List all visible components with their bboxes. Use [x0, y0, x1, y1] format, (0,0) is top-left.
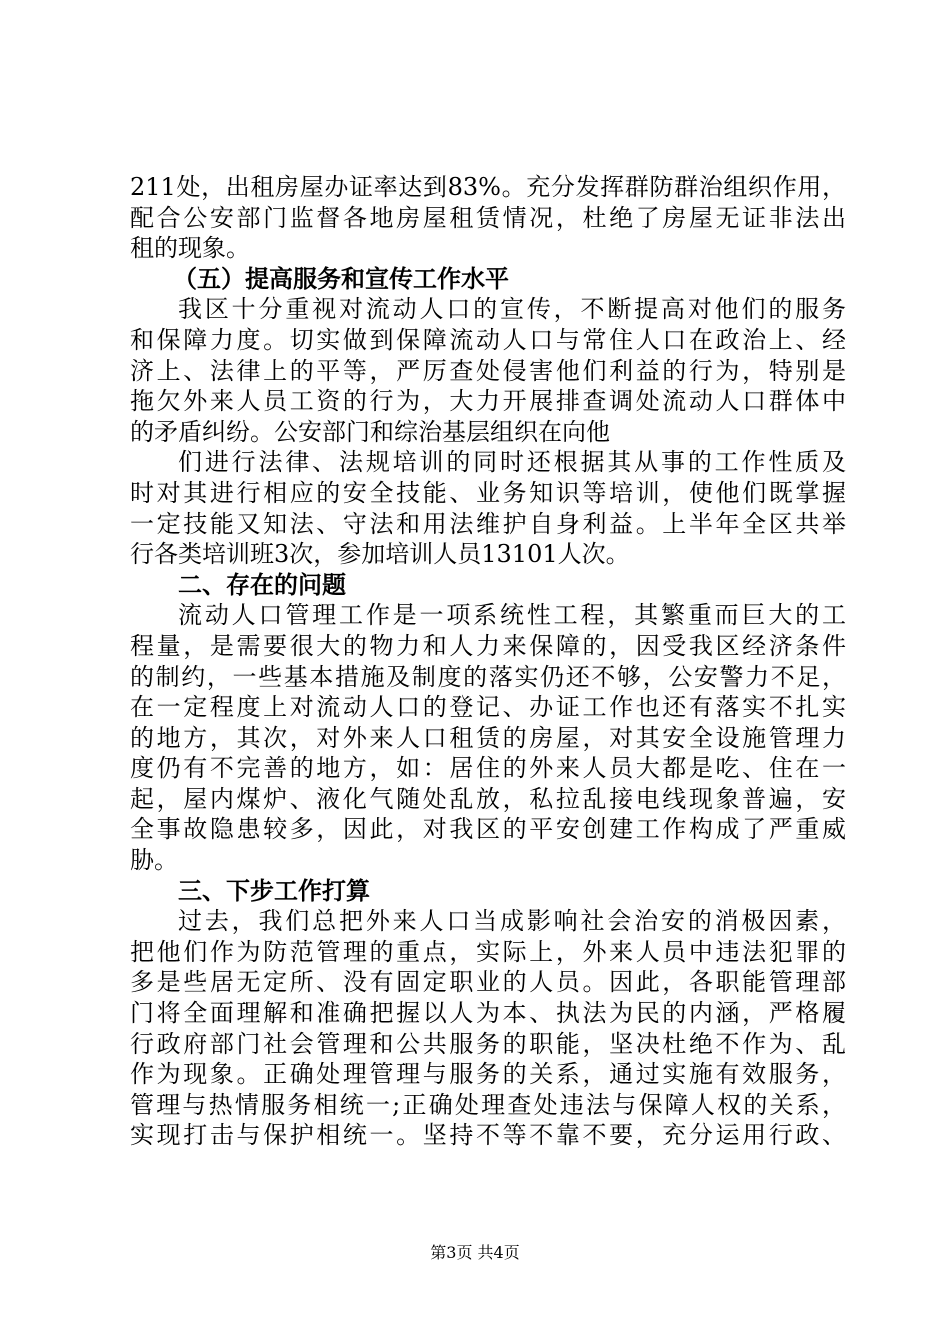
- text-line: 的制约，一些基本措施及制度的落实仍还不够，公安警力不足，: [130, 662, 846, 691]
- text-line: 的矛盾纠纷。公安部门和综治基层组织在向他: [130, 417, 610, 446]
- text-line: 门将全面理解和准确把握以人为本、执法为民的内涵，严格履: [130, 999, 846, 1028]
- text-line: 管理与热情服务相统一;正确处理查处违法与保障人权的关系，: [130, 1090, 846, 1119]
- text-line: 流动人口管理工作是一项系统性工程，其繁重而巨大的工: [178, 601, 846, 630]
- text-line: 起，屋内煤炉、液化气随处乱放，私拉乱接电线现象普遍，安: [130, 784, 846, 813]
- section-heading: 二、存在的问题: [178, 570, 346, 599]
- text-line: 我区十分重视对流动人口的宣传，不断提高对他们的服务: [178, 295, 846, 324]
- text-line: 时对其进行相应的安全技能、业务知识等培训，使他们既掌握: [130, 478, 846, 507]
- text-line: 程量，是需要很大的物力和人力来保障的，因受我区经济条件: [130, 631, 846, 660]
- text-line: 和保障力度。切实做到保障流动人口与常住人口在政治上、经: [130, 325, 846, 354]
- text-line: 度仍有不完善的地方，如：居住的外来人员大都是吃、住在一: [130, 754, 846, 783]
- section-heading: （五）提高服务和宣传工作水平: [173, 264, 509, 293]
- text-line: 在一定程度上对流动人口的登记、办证工作也还有落实不扎实: [130, 693, 846, 722]
- text-line: 配合公安部门监督各地房屋租赁情况，杜绝了房屋无证非法出: [130, 203, 846, 232]
- text-line: 的地方，其次，对外来人口租赁的房屋，对其安全设施管理力: [130, 723, 846, 752]
- text-line: 过去，我们总把外来人口当成影响社会治安的消极因素，: [178, 907, 846, 936]
- text-line: 胁。: [130, 846, 178, 875]
- text-line: 行政府部门社会管理和公共服务的职能，坚决杜绝不作为、乱: [130, 1029, 846, 1058]
- text-line: 济上、法律上的平等，严厉查处侵害他们利益的行为，特别是: [130, 356, 846, 385]
- text-line: 把他们作为防范管理的重点，实际上，外来人员中违法犯罪的: [130, 937, 846, 966]
- body-text: [130, 172, 846, 1151]
- text-line: 行各类培训班3次，参加培训人员13101人次。: [130, 540, 630, 569]
- text-line: 们进行法律、法规培训的同时还根据其从事的工作性质及: [178, 448, 846, 477]
- text-line: 拖欠外来人员工资的行为，大力开展排查调处流动人口群体中: [130, 387, 846, 416]
- text-line: 一定技能又知法、守法和用法维护自身利益。上半年全区共举: [130, 509, 846, 538]
- text-line: 实现打击与保护相统一。坚持不等不靠不要，充分运用行政、: [130, 1121, 846, 1150]
- text-line: 211处，出租房屋办证率达到83%。充分发挥群防群治组织作用，: [130, 173, 846, 201]
- page-footer: 第3页 共4页: [430, 1243, 520, 1262]
- text-line: 全事故隐患较多，因此，对我区的平安创建工作构成了严重威: [130, 815, 846, 844]
- text-line: 租的现象。: [130, 234, 250, 263]
- section-heading: 三、下步工作打算: [178, 876, 370, 905]
- text-line: 作为现象。正确处理管理与服务的关系，通过实施有效服务，: [130, 1060, 846, 1089]
- text-line: 多是些居无定所、没有固定职业的人员。因此，各职能管理部: [130, 968, 846, 997]
